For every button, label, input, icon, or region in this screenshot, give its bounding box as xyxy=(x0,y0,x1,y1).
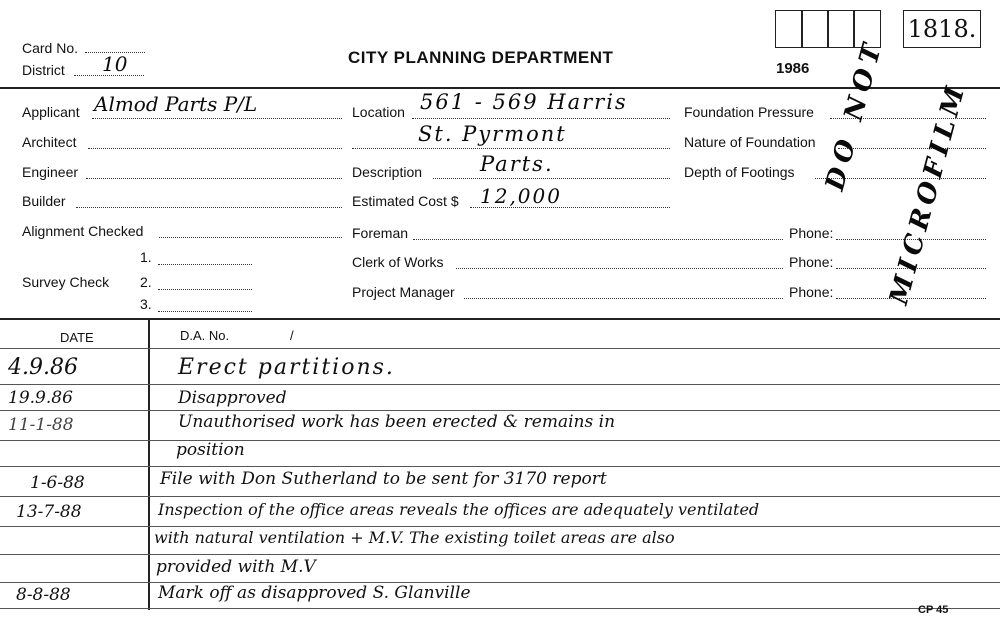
form-code: CP 45 xyxy=(918,604,949,616)
survey-2-dots xyxy=(158,289,252,290)
district-label: District xyxy=(22,62,65,78)
clerk-of-works-dots xyxy=(456,268,783,269)
alignment-dots xyxy=(159,237,342,238)
entry-date: 4.9.86 xyxy=(8,355,78,380)
entry-text: provided with M.V xyxy=(156,557,316,577)
log-row-rule xyxy=(0,440,1000,441)
survey-check-label: Survey Check xyxy=(22,274,110,290)
description-value: Parts. xyxy=(480,152,554,176)
department-title: CITY PLANNING DEPARTMENT xyxy=(348,48,614,67)
engineer-dots xyxy=(86,178,342,179)
date-column-header: DATE xyxy=(60,330,94,345)
entry-date: 11-1-88 xyxy=(8,415,74,435)
log-row-rule xyxy=(0,582,1000,583)
card-number-box-2 xyxy=(801,10,829,48)
survey-1-dots xyxy=(158,264,252,265)
engineer-label: Engineer xyxy=(22,164,79,180)
foreman-phone-label: Phone: xyxy=(789,225,834,241)
location-dots xyxy=(412,118,670,119)
estimated-cost-value: 12,000 xyxy=(480,184,562,208)
da-no-column-header: D.A. No. xyxy=(180,328,230,343)
entry-text: File with Don Sutherland to be sent for 3170 report xyxy=(160,469,607,489)
pm-phone-label: Phone: xyxy=(789,284,834,300)
year-label: 1986 xyxy=(776,60,810,77)
entry-text: Unauthorised work has been erected & remains in xyxy=(178,412,616,432)
log-row-rule xyxy=(0,526,1000,527)
project-manager-label: Project Manager xyxy=(352,284,455,300)
entry-date: 19.9.86 xyxy=(8,388,73,408)
entry-text: Erect partitions. xyxy=(178,355,395,380)
location-value: 561 - 569 Harris xyxy=(420,90,628,114)
builder-label: Builder xyxy=(22,193,66,209)
entry-text: with natural ventilation + M.V. The existing toilet areas are also xyxy=(154,528,675,547)
estimated-cost-label: Estimated Cost $ xyxy=(352,193,459,209)
do-not-stamp: DO NOT xyxy=(820,35,890,194)
survey-1-label: 1. xyxy=(140,249,152,265)
location-dots-2 xyxy=(352,148,670,149)
log-row-rule xyxy=(0,554,1000,555)
foreman-label: Foreman xyxy=(352,225,409,241)
survey-2-label: 2. xyxy=(140,274,152,290)
builder-dots xyxy=(76,207,342,208)
clerk-of-works-label: Clerk of Works xyxy=(352,254,444,270)
architect-label: Architect xyxy=(22,134,77,150)
da-no-value: / xyxy=(290,328,294,343)
log-row-rule xyxy=(0,496,1000,497)
date-column-divider xyxy=(148,320,150,610)
microfilm-stamp: MICROFILM xyxy=(884,79,973,308)
description-label: Description xyxy=(352,164,423,180)
log-row-rule xyxy=(0,466,1000,467)
clerk-phone-label: Phone: xyxy=(789,254,834,270)
log-row-rule xyxy=(0,608,1000,609)
applicant-dots xyxy=(92,118,342,119)
applicant-label: Applicant xyxy=(22,104,80,120)
architect-dots xyxy=(88,148,342,149)
survey-3-label: 3. xyxy=(140,296,152,312)
log-row-rule xyxy=(0,410,1000,411)
log-header-rule xyxy=(0,348,1000,349)
card-number-field xyxy=(903,10,981,48)
location-value-2: St. Pyrmont xyxy=(418,122,567,146)
nature-foundation-label: Nature of Foundation xyxy=(684,134,816,150)
district-value: 10 xyxy=(102,52,128,76)
location-label: Location xyxy=(352,104,405,120)
card-number-box-1 xyxy=(775,10,803,48)
entry-text: position xyxy=(176,440,245,460)
card-number-box-3 xyxy=(827,10,855,48)
log-row-rule xyxy=(0,384,1000,385)
entry-date: 8-8-88 xyxy=(16,585,71,605)
description-dots xyxy=(433,178,670,179)
fields-rule xyxy=(0,318,1000,320)
applicant-value: Almod Parts P/L xyxy=(94,92,258,116)
foreman-dots xyxy=(413,239,783,240)
card-number-value: 1818. xyxy=(907,15,977,43)
alignment-label: Alignment Checked xyxy=(22,223,144,239)
entry-date: 1-6-88 xyxy=(30,473,85,493)
entry-date: 13-7-88 xyxy=(16,502,82,522)
depth-footings-label: Depth of Footings xyxy=(684,164,795,180)
foundation-pressure-label: Foundation Pressure xyxy=(684,104,814,120)
project-manager-dots xyxy=(464,298,783,299)
entry-text: Mark off as disapproved S. Glanville xyxy=(158,583,471,603)
entry-text: Inspection of the office areas reveals the offices are adequately ventilated xyxy=(158,500,760,519)
survey-3-dots xyxy=(158,311,252,312)
entry-text: Disapproved xyxy=(178,388,287,408)
card-no-label: Card No. xyxy=(22,40,79,56)
